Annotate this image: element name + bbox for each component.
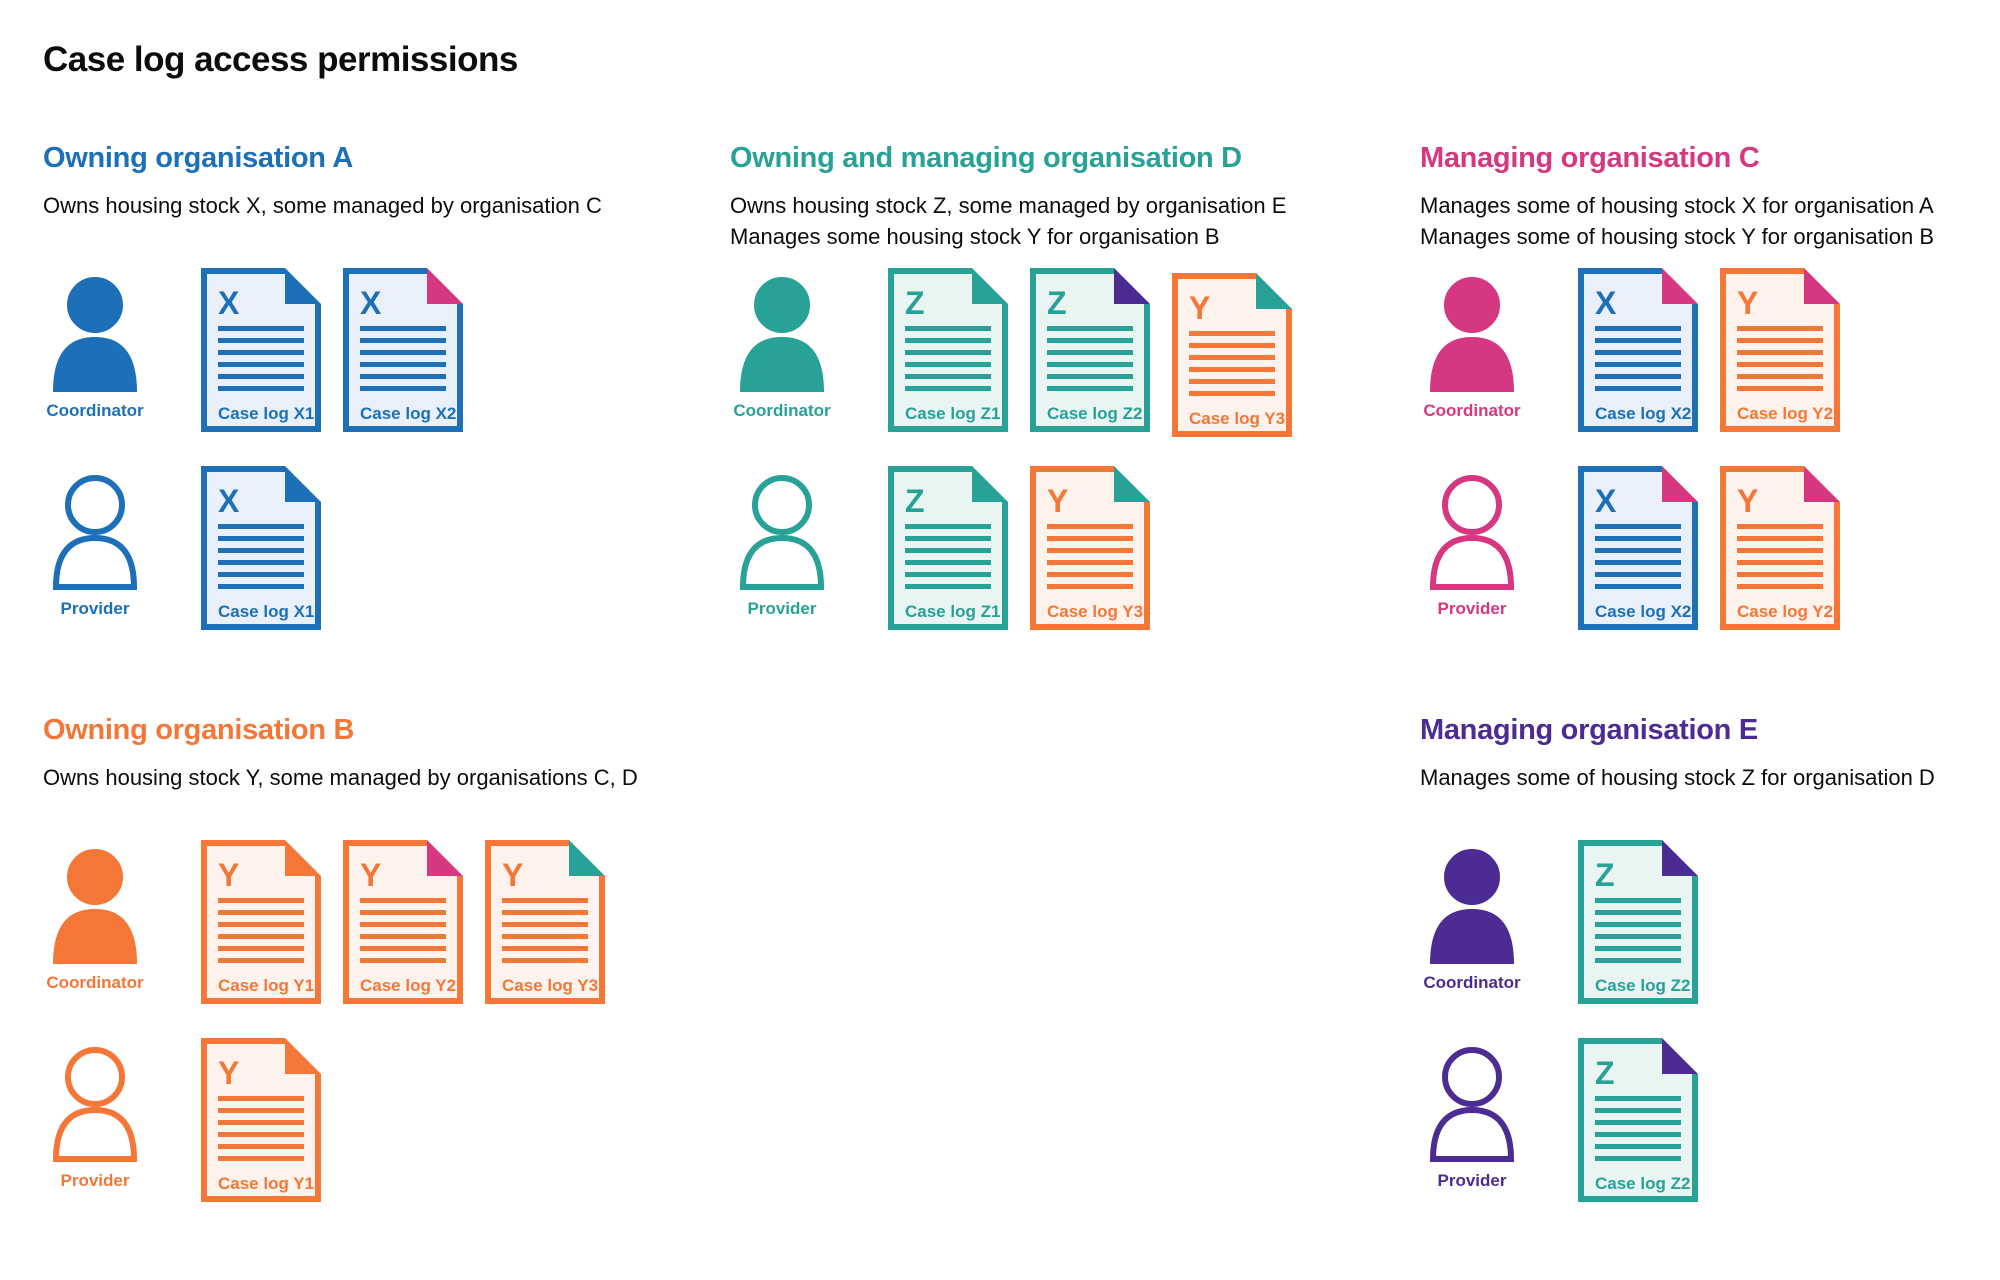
folded-corner-icon [1114, 268, 1150, 304]
folded-corner-icon [285, 840, 321, 876]
document-text-line [218, 524, 304, 529]
person-coordinator [43, 268, 147, 421]
document-text-line [1189, 391, 1275, 396]
person-outline-icon [1429, 472, 1515, 590]
role-label: Provider [60, 599, 130, 618]
folded-corner-icon [285, 1038, 321, 1074]
document-text-line [1047, 572, 1133, 577]
role-label: Provider [1437, 1171, 1507, 1190]
folded-corner-icon [1662, 466, 1698, 502]
document-text-line [1595, 524, 1681, 529]
document-text-line [1189, 379, 1275, 384]
role-label: Coordinator [46, 973, 144, 992]
document-label: Case log Y2 [360, 976, 457, 995]
document-text-line [1047, 386, 1133, 391]
document-text-line [360, 350, 446, 355]
document-text-line [218, 1108, 304, 1113]
section-org-e [1420, 712, 1990, 1252]
case-log-document [343, 840, 463, 1004]
document-text-line [218, 536, 304, 541]
document-text-line [218, 572, 304, 577]
role-label: Provider [1437, 599, 1507, 618]
person-coordinator [43, 840, 147, 993]
document-text-line [218, 548, 304, 553]
document-text-line [1595, 548, 1681, 553]
document-letter: Y [502, 857, 524, 893]
role-label: Provider [747, 599, 817, 618]
person-outline-icon [1429, 1044, 1515, 1162]
person-coordinator [1420, 840, 1524, 993]
document-text-line [1047, 536, 1133, 541]
document-text-line [360, 898, 446, 903]
case-log-document [201, 1038, 321, 1202]
folded-corner-icon [427, 840, 463, 876]
person-provider [43, 1038, 147, 1191]
case-log-documents [201, 268, 463, 432]
document-text-line [360, 946, 446, 951]
document-text-line [1595, 536, 1681, 541]
document-text-line [1595, 362, 1681, 367]
document-text-line [1189, 367, 1275, 372]
document-text-line [1189, 355, 1275, 360]
document-text-line [218, 326, 304, 331]
role-label: Coordinator [1423, 401, 1521, 420]
document-text-line [1047, 338, 1133, 343]
document-text-line [905, 326, 991, 331]
case-log-document [888, 466, 1008, 630]
document-label: Case log Z2 [1595, 1174, 1691, 1193]
document-text-line [218, 386, 304, 391]
document-letter: Y [218, 857, 240, 893]
document-text-line [1189, 331, 1275, 336]
person-outline-icon [739, 472, 825, 590]
document-text-line [360, 934, 446, 939]
document-label: Case log Z2 [1595, 976, 1691, 995]
folded-corner-icon [1114, 466, 1150, 502]
folded-corner-icon [972, 466, 1008, 502]
document-label: Case log Z1 [905, 404, 1001, 423]
person-provider [43, 466, 147, 619]
role-label: Provider [60, 1171, 130, 1190]
document-text-line [218, 350, 304, 355]
document-text-line [1189, 343, 1275, 348]
section-heading: Owning and managing organisation D [730, 142, 1242, 174]
document-text-line [1595, 946, 1681, 951]
document-letter: Y [1737, 285, 1759, 321]
case-log-document [1578, 466, 1698, 630]
document-text-line [360, 958, 446, 963]
document-text-line [1737, 584, 1823, 589]
section-description: Owns housing stock X, some managed by organisation C [43, 193, 602, 218]
section-description: Manages some of housing stock Y for organisation B [1420, 224, 1935, 249]
document-text-line [218, 922, 304, 927]
document-text-line [1047, 524, 1133, 529]
document-text-line [218, 362, 304, 367]
person-filled-icon [52, 274, 138, 392]
document-text-line [502, 898, 588, 903]
document-text-line [1595, 338, 1681, 343]
document-text-line [1595, 1132, 1681, 1137]
case-log-documents [888, 268, 1292, 432]
document-text-line [1595, 910, 1681, 915]
folded-corner-icon [285, 268, 321, 304]
case-log-document [485, 840, 605, 1004]
document-label: Case log Z1 [905, 602, 1001, 621]
role-label: Coordinator [46, 401, 144, 420]
document-letter: X [1595, 285, 1617, 321]
document-text-line [905, 572, 991, 577]
document-text-line [360, 338, 446, 343]
document-text-line [1737, 326, 1823, 331]
document-text-line [1595, 386, 1681, 391]
document-label: Case log X1 [218, 404, 315, 423]
document-text-line [1047, 374, 1133, 379]
document-text-line [1737, 524, 1823, 529]
role-row-coordinator [43, 840, 605, 1004]
document-text-line [1737, 548, 1823, 553]
role-row-provider [730, 466, 1150, 630]
case-log-document [1172, 273, 1292, 437]
document-text-line [1595, 1120, 1681, 1125]
document-label: Case log Y3 [1189, 409, 1286, 428]
folded-corner-icon [1662, 1038, 1698, 1074]
document-text-line [1595, 1156, 1681, 1161]
role-row-provider [1420, 466, 1840, 630]
document-letter: Z [905, 285, 925, 321]
document-text-line [1047, 350, 1133, 355]
case-log-documents [201, 840, 605, 1004]
case-log-documents [1578, 1038, 1698, 1202]
section-org-a [43, 140, 703, 680]
document-text-line [1595, 922, 1681, 927]
document-text-line [502, 922, 588, 927]
person-filled-icon [1429, 846, 1515, 964]
document-text-line [1047, 326, 1133, 331]
case-log-document [1578, 1038, 1698, 1202]
document-label: Case log Y1 [218, 976, 315, 995]
document-text-line [1595, 958, 1681, 963]
document-label: Case log Z2 [1047, 404, 1143, 423]
document-text-line [905, 338, 991, 343]
document-text-line [1737, 338, 1823, 343]
person-provider [1420, 466, 1524, 619]
section-heading: Owning organisation B [43, 714, 355, 746]
case-log-document [1578, 268, 1698, 432]
document-text-line [1595, 572, 1681, 577]
person-filled-icon [1429, 274, 1515, 392]
document-text-line [218, 910, 304, 915]
folded-corner-icon [427, 268, 463, 304]
section-heading: Managing organisation E [1420, 714, 1758, 746]
document-text-line [218, 1156, 304, 1161]
person-filled-icon [52, 846, 138, 964]
case-log-document [1720, 268, 1840, 432]
person-filled-icon [739, 274, 825, 392]
section-org-d [730, 140, 1390, 680]
section-org-b [43, 712, 703, 1252]
document-text-line [360, 374, 446, 379]
document-text-line [1595, 1096, 1681, 1101]
document-text-line [905, 362, 991, 367]
document-text-line [218, 374, 304, 379]
document-text-line [905, 548, 991, 553]
role-label: Coordinator [1423, 973, 1521, 992]
role-row-provider [43, 466, 321, 630]
section-heading: Owning organisation A [43, 142, 354, 174]
role-row-coordinator [1420, 268, 1840, 432]
document-text-line [1595, 584, 1681, 589]
document-letter: Z [1047, 285, 1067, 321]
document-letter: Z [1595, 857, 1615, 893]
document-text-line [1595, 934, 1681, 939]
document-text-line [905, 386, 991, 391]
document-text-line [218, 898, 304, 903]
document-text-line [905, 536, 991, 541]
document-letter: Y [1189, 290, 1211, 326]
document-text-line [1737, 572, 1823, 577]
case-log-document [1578, 840, 1698, 1004]
folded-corner-icon [285, 466, 321, 502]
case-log-document [1030, 466, 1150, 630]
section-org-c [1420, 140, 1990, 680]
document-text-line [905, 584, 991, 589]
role-row-coordinator [1420, 840, 1698, 1004]
case-log-documents [1578, 466, 1840, 630]
document-text-line [1595, 350, 1681, 355]
document-letter: Y [1047, 483, 1069, 519]
document-letter: Y [1737, 483, 1759, 519]
folded-corner-icon [569, 840, 605, 876]
document-text-line [360, 922, 446, 927]
person-provider [730, 466, 834, 619]
case-log-document [201, 268, 321, 432]
document-text-line [502, 910, 588, 915]
document-text-line [218, 934, 304, 939]
document-text-line [360, 386, 446, 391]
document-label: Case log X1 [218, 602, 315, 621]
section-description: Manages some of housing stock X for organisation A [1420, 193, 1934, 218]
document-letter: Z [905, 483, 925, 519]
document-text-line [1047, 584, 1133, 589]
document-text-line [1737, 560, 1823, 565]
person-provider [1420, 1038, 1524, 1191]
document-text-line [218, 1120, 304, 1125]
document-text-line [218, 958, 304, 963]
case-log-document [1030, 268, 1150, 432]
case-log-documents [1578, 268, 1840, 432]
document-text-line [1737, 362, 1823, 367]
document-text-line [1595, 1144, 1681, 1149]
document-text-line [905, 350, 991, 355]
document-letter: Z [1595, 1055, 1615, 1091]
document-text-line [218, 584, 304, 589]
document-label: Case log Y2 [1737, 602, 1834, 621]
document-text-line [1595, 326, 1681, 331]
folded-corner-icon [972, 268, 1008, 304]
section-description: Owns housing stock Y, some managed by organisations C, D [43, 765, 638, 790]
document-text-line [1047, 362, 1133, 367]
folded-corner-icon [1804, 466, 1840, 502]
document-text-line [1737, 374, 1823, 379]
document-label: Case log Y2 [1737, 404, 1834, 423]
document-text-line [218, 1144, 304, 1149]
folded-corner-icon [1662, 268, 1698, 304]
document-label: Case log X2 [1595, 404, 1692, 423]
person-outline-icon [52, 472, 138, 590]
document-text-line [905, 374, 991, 379]
person-outline-icon [52, 1044, 138, 1162]
document-text-line [1595, 560, 1681, 565]
document-letter: X [218, 285, 240, 321]
document-letter: X [360, 285, 382, 321]
role-row-provider [1420, 1038, 1698, 1202]
document-text-line [1595, 898, 1681, 903]
case-log-documents [888, 466, 1150, 630]
document-text-line [1737, 386, 1823, 391]
document-text-line [502, 934, 588, 939]
document-text-line [502, 946, 588, 951]
document-text-line [218, 1096, 304, 1101]
document-text-line [218, 560, 304, 565]
document-text-line [1737, 350, 1823, 355]
document-letter: X [1595, 483, 1617, 519]
document-text-line [1047, 560, 1133, 565]
document-label: Case log Y3 [502, 976, 599, 995]
person-coordinator [730, 268, 834, 421]
document-label: Case log X2 [360, 404, 457, 423]
document-text-line [1595, 1108, 1681, 1113]
document-text-line [1737, 536, 1823, 541]
document-text-line [360, 326, 446, 331]
role-row-provider [43, 1038, 321, 1202]
case-log-documents [1578, 840, 1698, 1004]
case-log-document [201, 466, 321, 630]
document-text-line [502, 958, 588, 963]
folded-corner-icon [1256, 273, 1292, 309]
role-label: Coordinator [733, 401, 831, 420]
case-log-documents [201, 466, 321, 630]
document-text-line [360, 362, 446, 367]
role-row-coordinator [43, 268, 463, 432]
role-row-coordinator [730, 268, 1292, 432]
page-title: Case log access permissions [43, 40, 518, 79]
case-log-document [1720, 466, 1840, 630]
case-log-document [888, 268, 1008, 432]
section-heading: Managing organisation C [1420, 142, 1760, 174]
document-text-line [905, 560, 991, 565]
case-log-document [343, 268, 463, 432]
document-text-line [218, 338, 304, 343]
folded-corner-icon [1662, 840, 1698, 876]
document-text-line [360, 910, 446, 915]
section-description: Owns housing stock Z, some managed by organisation E [730, 193, 1287, 218]
document-text-line [905, 524, 991, 529]
document-label: Case log Y3 [1047, 602, 1144, 621]
document-text-line [218, 946, 304, 951]
document-letter: Y [218, 1055, 240, 1091]
case-log-document [201, 840, 321, 1004]
document-text-line [1595, 374, 1681, 379]
folded-corner-icon [1804, 268, 1840, 304]
document-letter: X [218, 483, 240, 519]
document-letter: Y [360, 857, 382, 893]
section-description: Manages some of housing stock Z for organisation D [1420, 765, 1935, 790]
document-text-line [1047, 548, 1133, 553]
document-text-line [218, 1132, 304, 1137]
person-coordinator [1420, 268, 1524, 421]
document-label: Case log X2 [1595, 602, 1692, 621]
document-label: Case log Y1 [218, 1174, 315, 1193]
section-description: Manages some housing stock Y for organisation B [730, 224, 1220, 249]
case-log-documents [201, 1038, 321, 1202]
